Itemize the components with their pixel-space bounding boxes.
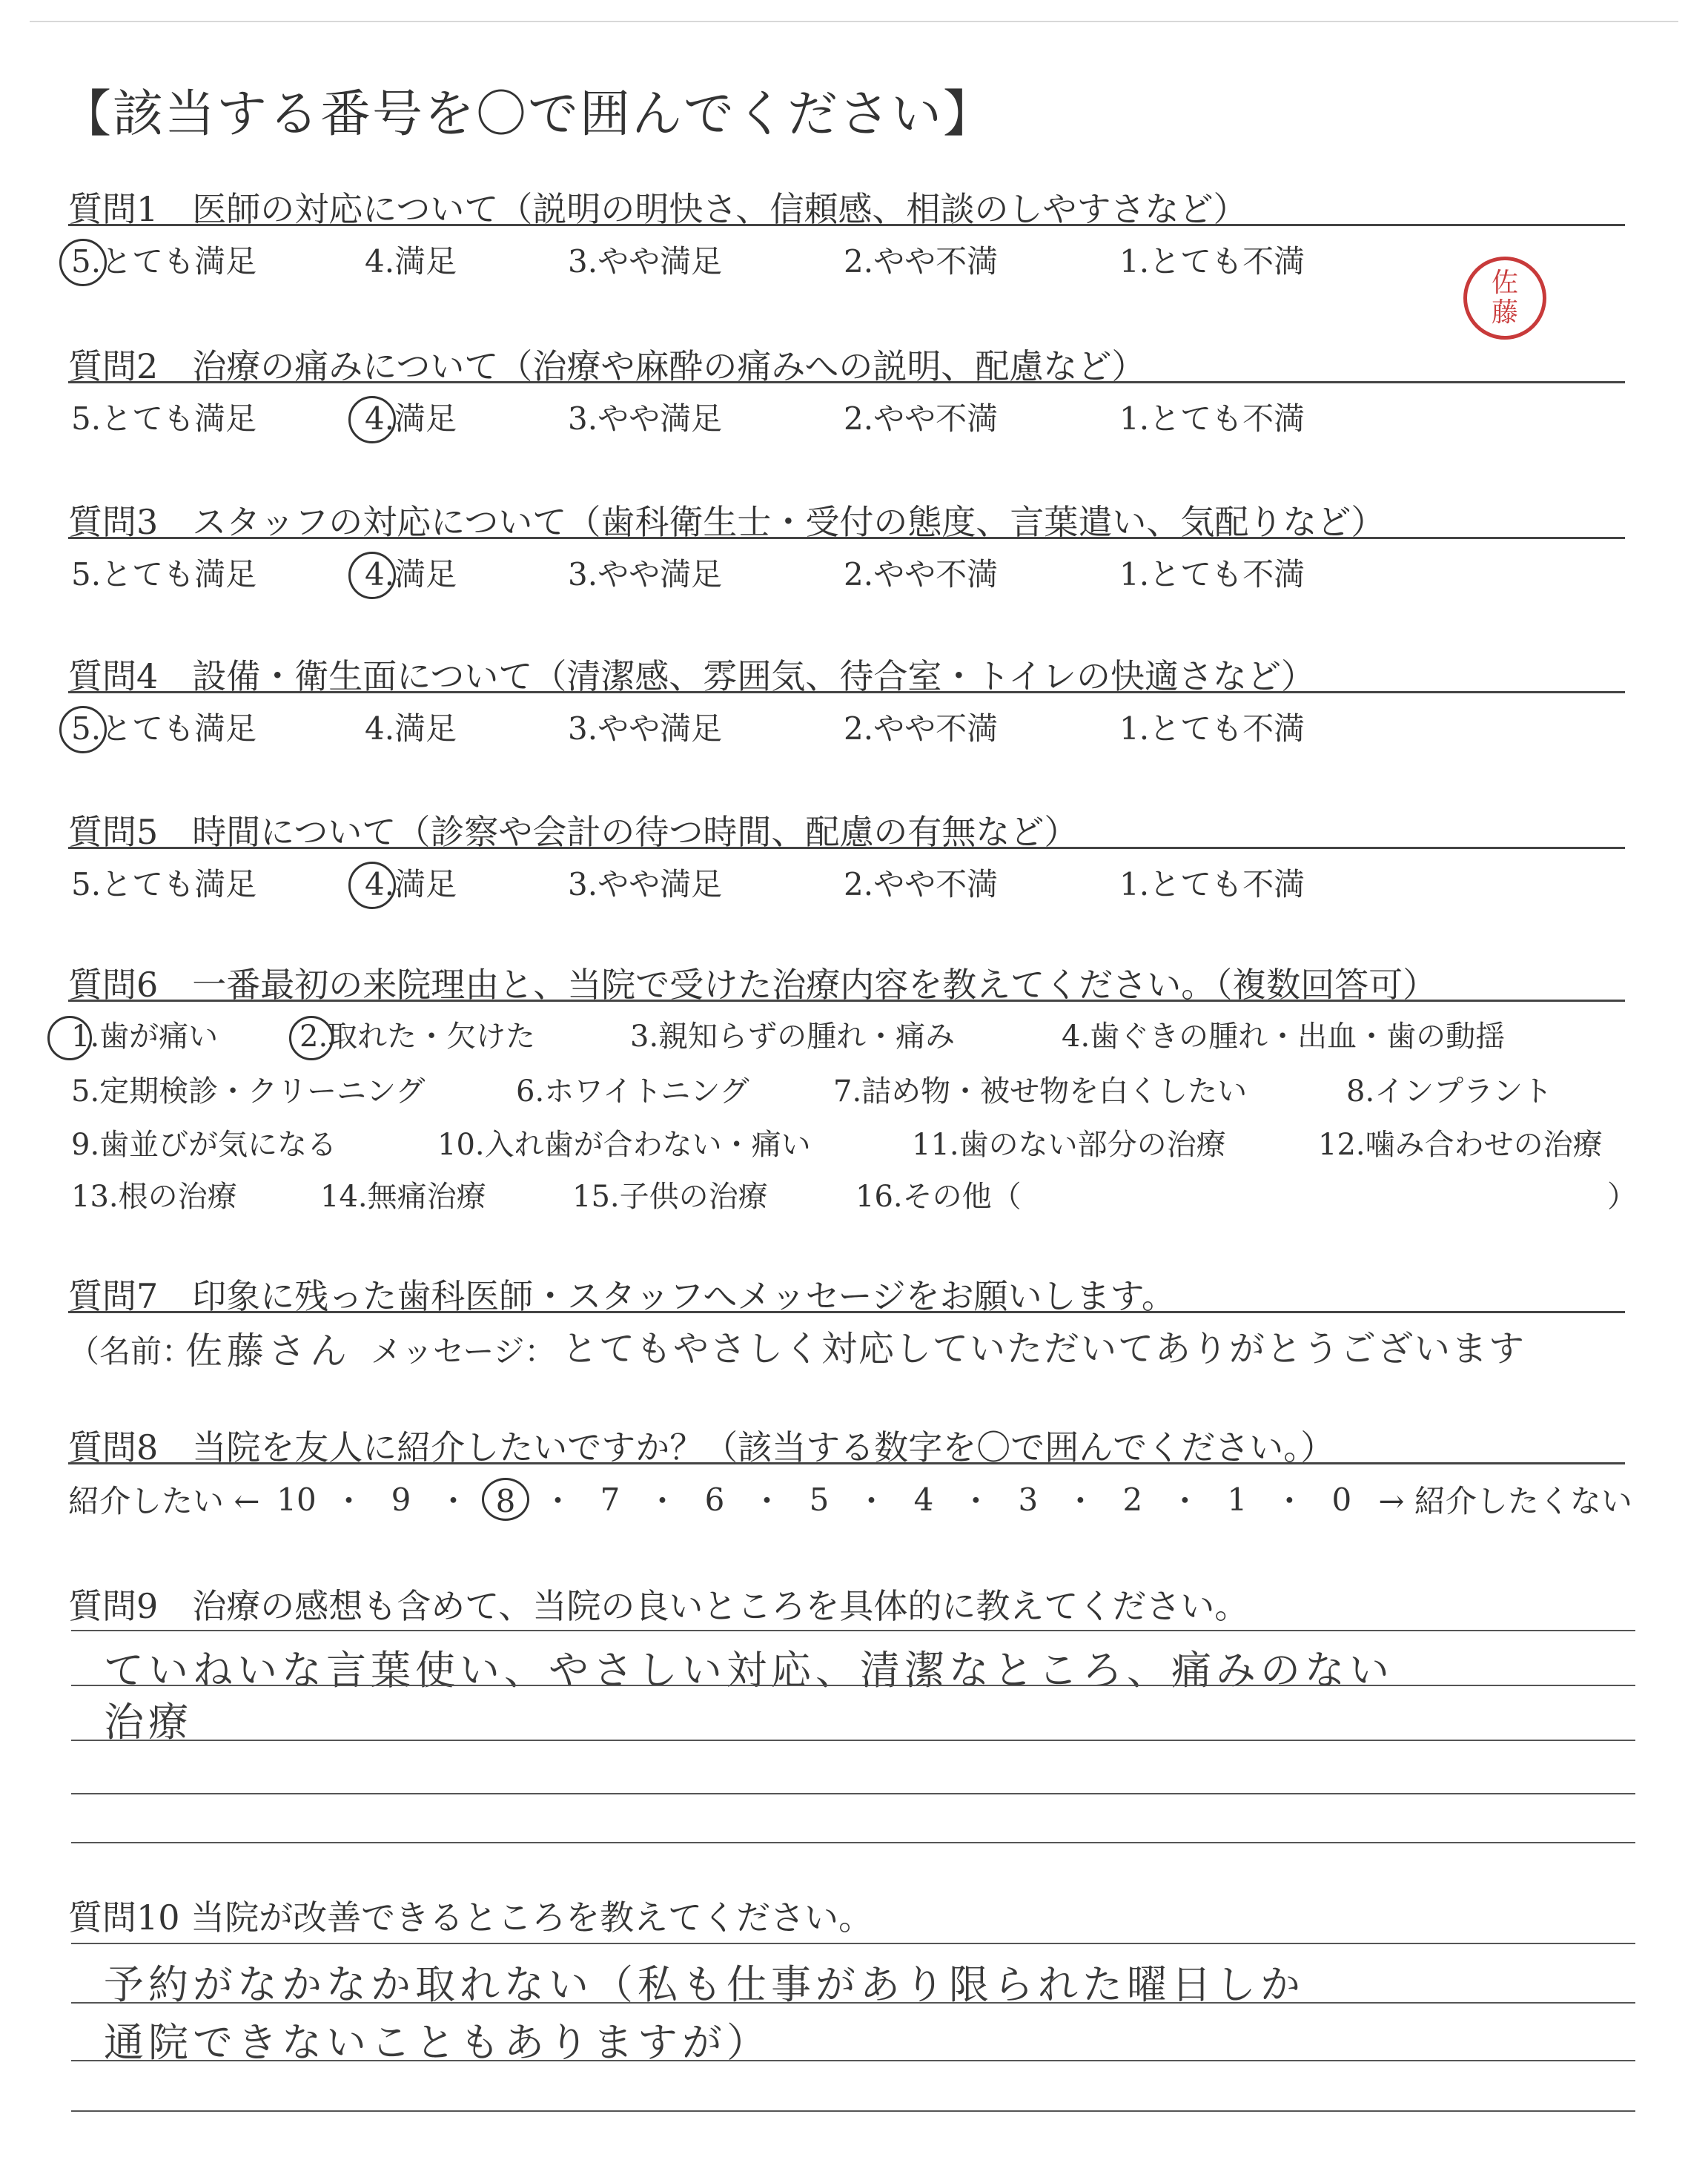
q7-rule: [68, 1311, 1625, 1313]
q4-option-2[interactable]: 2.やや不満: [844, 710, 999, 747]
q7-message-handwritten[interactable]: とてもやさしく対応していただいてありがとうございます: [562, 1328, 1526, 1370]
q8-rule: [68, 1462, 1625, 1464]
q9-write-line: [71, 1793, 1635, 1794]
q6-option-2[interactable]: 2.取れた・欠けた: [299, 1020, 536, 1054]
q6-option-14[interactable]: 14.無痛治療: [320, 1180, 486, 1214]
q8-dot: ・: [751, 1483, 783, 1519]
q8-dot: ・: [1065, 1483, 1096, 1519]
q7-heading: 質問7 印象に残った歯科医師・スタッフへメッセージをお願いします。: [68, 1276, 1176, 1316]
q1-heading: 質問1 医師の対応について（説明の明快さ、信頼感、相談のしやすさなど）: [68, 189, 1248, 229]
q5-heading: 質問5 時間について（診察や会計の待つ時間、配慮の有無など）: [68, 812, 1079, 852]
q5-option-2[interactable]: 2.やや不満: [844, 866, 999, 902]
q4-option-4[interactable]: 4.満足: [365, 710, 457, 747]
q1-option-1[interactable]: 1.とても不満: [1119, 243, 1305, 280]
q10-write-line: [71, 2110, 1635, 2112]
q9-write-line: [71, 1685, 1635, 1686]
seal-char-2: 藤: [1491, 297, 1518, 328]
q6-option-10[interactable]: 10.入れ歯が合わない・痛い: [437, 1128, 811, 1162]
q3-option-1[interactable]: 1.とても不満: [1119, 556, 1305, 592]
q6-option-1[interactable]: 1.歯が痛い: [71, 1020, 219, 1054]
q6-option-15[interactable]: 15.子供の治療: [572, 1180, 768, 1214]
q4-selection-circle: [59, 706, 107, 753]
q8-dot: ・: [333, 1483, 365, 1519]
q8-dot: ・: [1169, 1483, 1201, 1519]
q3-option-2[interactable]: 2.やや不満: [844, 556, 999, 592]
q4-option-3[interactable]: 3.やや満足: [568, 710, 723, 747]
q6-rule: [68, 1000, 1625, 1002]
q9-write-line: [71, 1740, 1635, 1741]
q1-option-5[interactable]: 5.とても満足: [71, 243, 257, 280]
top-border: [30, 21, 1678, 22]
q6-option-7[interactable]: 7.詰め物・被せ物を白くしたい: [833, 1074, 1248, 1109]
q6-option-3[interactable]: 3.親知らずの腫れ・痛み: [630, 1020, 956, 1054]
q2-option-3[interactable]: 3.やや満足: [568, 400, 723, 437]
q8-dot: ・: [542, 1483, 574, 1519]
name-seal-stamp: [1463, 257, 1546, 340]
q6-option-9[interactable]: 9.歯並びが気になる: [71, 1128, 337, 1162]
q6-option-12[interactable]: 12.噛み合わせの治療: [1318, 1128, 1603, 1162]
q7-name-label: （名前：: [68, 1333, 193, 1370]
q4-rule: [68, 691, 1625, 693]
q2-selection-circle: [348, 396, 396, 443]
q5-selection-circle: [348, 862, 396, 909]
q10-write-line: [71, 2060, 1635, 2061]
q1-option-4[interactable]: 4.満足: [365, 243, 457, 280]
q8-dot: ・: [646, 1483, 678, 1519]
q2-option-2[interactable]: 2.やや不満: [844, 400, 999, 437]
q5-option-1[interactable]: 1.とても不満: [1119, 866, 1305, 902]
q6-selection-circle-2: [289, 1016, 334, 1060]
q9-answer-line-2[interactable]: 治療: [104, 1699, 193, 1745]
q9-write-line: [71, 1842, 1635, 1843]
q8-scale-10[interactable]: 10: [277, 1481, 317, 1518]
q8-scale-1[interactable]: 1: [1227, 1481, 1248, 1518]
q8-dot: ・: [855, 1483, 887, 1519]
q9-answer-line-1[interactable]: ていねいな言葉使い、やさしい対応、清潔なところ、痛みのない: [104, 1647, 1394, 1694]
q6-option-6[interactable]: 6.ホワイトニング: [516, 1074, 749, 1109]
q8-dot: ・: [437, 1483, 469, 1519]
seal-char-1: 佐: [1491, 268, 1518, 298]
q8-scale-5[interactable]: 5: [809, 1481, 830, 1518]
q4-option-1[interactable]: 1.とても不満: [1119, 710, 1305, 747]
q8-scale-8[interactable]: 8: [482, 1478, 529, 1521]
q2-option-4[interactable]: 4.満足: [365, 400, 457, 437]
page-title: 【該当する番号を〇で囲んでください】: [61, 85, 996, 144]
q9-heading: 質問9 治療の感想も含めて、当院の良いところを具体的に教えてください。: [68, 1586, 1249, 1626]
q3-option-3[interactable]: 3.やや満足: [568, 556, 723, 592]
q4-option-5[interactable]: 5.とても満足: [71, 710, 257, 747]
q10-write-line: [71, 1943, 1635, 1944]
q8-scale-4[interactable]: 4: [913, 1481, 934, 1518]
q4-heading: 質問4 設備・衛生面について（清潔感、雰囲気、待合室・トイレの快適さなど）: [68, 656, 1316, 696]
q3-rule: [68, 537, 1625, 539]
q3-option-5[interactable]: 5.とても満足: [71, 556, 257, 592]
q8-left-label: 紹介したい ←: [68, 1483, 260, 1519]
q10-heading: 質問10 当院が改善できるところを教えてください。: [68, 1898, 873, 1938]
q2-heading: 質問2 治療の痛みについて（治療や麻酔の痛みへの説明、配慮など）: [68, 346, 1146, 386]
q8-right-label: → 紹介したくない: [1378, 1483, 1632, 1519]
q7-name-handwritten[interactable]: 佐藤さん: [185, 1330, 351, 1373]
q8-dot: ・: [960, 1483, 992, 1519]
q8-scale-3[interactable]: 3: [1018, 1481, 1039, 1518]
q8-scale-6[interactable]: 6: [704, 1481, 725, 1518]
q5-option-5[interactable]: 5.とても満足: [71, 866, 257, 902]
q8-scale-7[interactable]: 7: [600, 1481, 620, 1518]
q6-option-13[interactable]: 13.根の治療: [71, 1180, 237, 1214]
q5-option-4[interactable]: 4.満足: [365, 866, 457, 902]
q6-option-5[interactable]: 5.定期検診・クリーニング: [71, 1074, 426, 1109]
q2-option-5[interactable]: 5.とても満足: [71, 400, 257, 437]
q8-rating-scale: [68, 1477, 1632, 1522]
q8-scale-9[interactable]: 9: [391, 1481, 411, 1518]
q8-scale-2[interactable]: 2: [1122, 1481, 1143, 1518]
q2-rule: [68, 381, 1625, 383]
q6-selection-circle-1: [47, 1016, 92, 1060]
q3-option-4[interactable]: 4.満足: [365, 556, 457, 592]
q6-heading: 質問6 一番最初の来院理由と、当院で受けた治療内容を教えてください。（複数回答可）: [68, 965, 1437, 1005]
q6-option-11[interactable]: 11.歯のない部分の治療: [912, 1128, 1226, 1162]
q5-option-3[interactable]: 3.やや満足: [568, 866, 723, 902]
q5-rule: [68, 847, 1625, 849]
q6-option-8[interactable]: 8.インプラント: [1346, 1074, 1553, 1109]
q9-write-line: [71, 1630, 1635, 1631]
q10-answer-line-2[interactable]: 通院できないこともありますが）: [104, 2019, 771, 2066]
q6-option-4[interactable]: 4.歯ぐきの腫れ・出血・歯の動揺: [1062, 1020, 1506, 1054]
q8-heading: 質問8 当院を友人に紹介したいですか？（該当する数字を〇で囲んでください。）: [68, 1427, 1335, 1467]
q1-option-2[interactable]: 2.やや不満: [844, 243, 999, 280]
q1-rule: [68, 224, 1625, 226]
q8-dot: ・: [1274, 1483, 1305, 1519]
q3-heading: 質問3 スタッフの対応について（歯科衛生士・受付の態度、言葉遣い、気配りなど）: [68, 502, 1386, 542]
q2-option-1[interactable]: 1.とても不満: [1119, 400, 1305, 437]
q8-scale-0[interactable]: 0: [1331, 1481, 1352, 1518]
q6-other-close-paren: ）: [1607, 1180, 1637, 1214]
q10-write-line: [71, 2002, 1635, 2004]
q10-answer-line-1[interactable]: 予約がなかなか取れない（私も仕事があり限られた曜日しか: [104, 1961, 1305, 2008]
q6-option-16[interactable]: 16.その他（: [855, 1180, 1022, 1214]
q3-selection-circle: [348, 552, 396, 599]
q1-option-3[interactable]: 3.やや満足: [568, 243, 723, 280]
q7-message-label: メッセージ：: [371, 1333, 556, 1370]
q1-selection-circle: [59, 239, 107, 286]
